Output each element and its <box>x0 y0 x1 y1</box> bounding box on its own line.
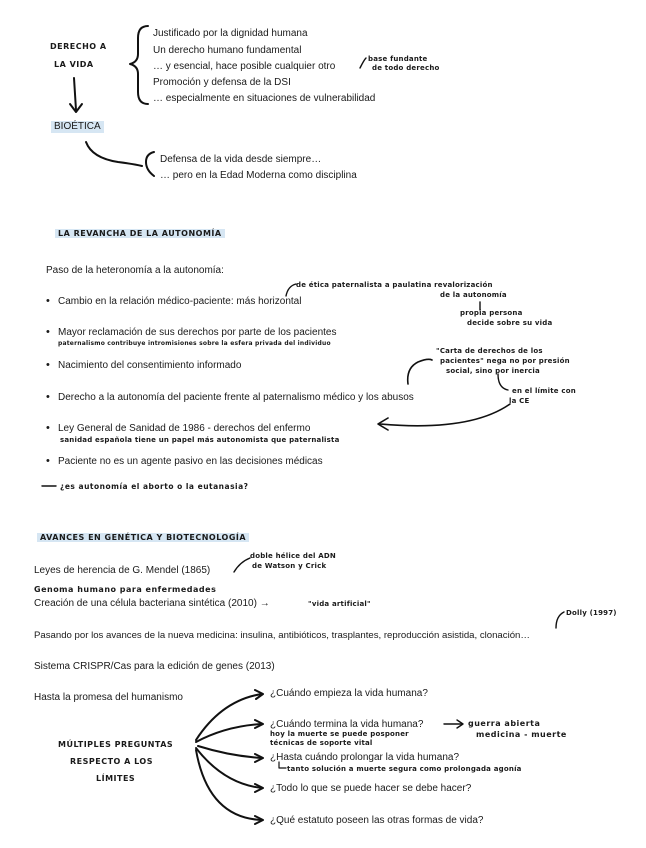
note-guerra-line2: medicina - muerte <box>476 730 567 739</box>
vida-artificial-note: "vida artificial" <box>308 600 371 608</box>
multiples-line1: MÚLTIPLES PREGUNTAS <box>58 740 174 749</box>
section-title-derecho-vida-line1: DERECHO A <box>50 42 107 51</box>
section-title-derecho-vida-line2: LA VIDA <box>54 60 94 69</box>
medicina-line: Pasando por los avances de la nueva medicina: insulina, antibióticos, trasplantes, reproducción asistida, clonación… <box>34 630 530 641</box>
note-carta-line3: social, sino por inercia <box>446 367 540 375</box>
multiples-line3: LÍMITES <box>96 774 136 783</box>
humanismo-line: Hasta la promesa del humanismo <box>34 692 183 703</box>
branch-q1 <box>196 694 262 740</box>
note-guerra-line1: guerra abierta <box>468 719 541 728</box>
vida-item-2: Un derecho humano fundamental <box>153 45 302 56</box>
note-limite-line2: la CE <box>509 397 530 405</box>
bullet-dot: • <box>46 455 50 467</box>
branch-q3 <box>198 746 262 758</box>
arrow-etica <box>286 284 296 296</box>
arrow-base-fundante <box>360 58 366 68</box>
question-5: ¿Qué estatuto poseen las otras formas de vida? <box>270 815 484 826</box>
vida-item-3: … y esencial, hace posible cualquier otro <box>153 61 336 72</box>
arrow-adn <box>234 558 250 572</box>
arrow-carta <box>408 359 432 384</box>
autonomia-intro: Paso de la heteronomía a la autonomía: <box>46 265 224 276</box>
bullet-dot: • <box>46 295 50 307</box>
arrow-dolly <box>556 612 564 628</box>
arrow-down-bioetica <box>74 78 76 110</box>
bullet-dot: • <box>46 422 50 434</box>
vida-item-5: … especialmente en situaciones de vulnerabilidad <box>153 93 376 104</box>
bullet-dot: • <box>46 391 50 403</box>
autonomia-bullet-1: Cambio en la relación médico-paciente: más horizontal <box>58 296 302 307</box>
bullet-dot: • <box>46 359 50 371</box>
brace-derecho-vida <box>130 26 148 104</box>
note-adn-line2: de Watson y Crick <box>252 562 327 570</box>
bioetica-label: BIOÉTICA <box>51 121 104 133</box>
bio-item-1: Defensa de la vida desde siempre… <box>160 154 322 165</box>
section-title-genetica: AVANCES EN GENÉTICA Y BIOTECNOLOGÍA <box>37 533 249 542</box>
autonomia-bullet-6: Paciente no es un agente pasivo en las decisiones médicas <box>58 456 323 467</box>
vida-item-4: Promoción y defensa de la DSI <box>153 77 291 88</box>
genoma-line: Genoma humano para enfermedades <box>34 585 217 594</box>
note-limite-line1: en el límite con <box>512 387 576 395</box>
note-etica-line2: de la autonomía <box>440 291 507 299</box>
section-title-autonomia: LA REVANCHA DE LA AUTONOMÍA <box>55 229 225 238</box>
note-hoy-line1: hoy la muerte se puede posponer <box>270 730 409 738</box>
brace-bioetica <box>86 142 154 176</box>
question-autonomia: ¿es autonomía el aborto o la eutanasia? <box>60 482 249 491</box>
note-adn-line1: doble hélice del ADN <box>250 552 336 560</box>
arrow-solucion <box>279 762 286 768</box>
crispr-line: Sistema CRISPR/Cas para la edición de genes (2013) <box>34 661 275 672</box>
note-carta-line1: "Carta de derechos de los <box>436 347 543 355</box>
note-carta-line2: pacientes" nega no por presión <box>440 357 570 365</box>
multiples-line2: RESPECTO A LOS <box>70 757 153 766</box>
note-propia-line2: decide sobre su vida <box>467 319 553 327</box>
autonomia-bullet-5: Ley General de Sanidad de 1986 - derechos del enfermo <box>58 423 311 434</box>
note-base-fundante-line2: de todo derecho <box>372 64 440 72</box>
note-sanidad: sanidad española tiene un papel más autonomista que paternalista <box>60 436 340 444</box>
autonomia-bullet-4: Derecho a la autonomía del paciente frente al paternalismo médico y los abusos <box>58 392 414 403</box>
mendel-line: Leyes de herencia de G. Mendel (1865) <box>34 565 211 576</box>
autonomia-bullet-3: Nacimiento del consentimiento informado <box>58 360 242 371</box>
bio-item-2: … pero en la Edad Moderna como disciplina <box>160 170 357 181</box>
note-base-fundante-line1: base fundante <box>368 55 428 63</box>
question-2: ¿Cuándo termina la vida humana? <box>270 719 424 730</box>
autonomia-bullet-2: Mayor reclamación de sus derechos por parte de los pacientes <box>58 327 337 338</box>
note-solucion: tanto solución a muerte segura como prolongada agonía <box>287 765 522 773</box>
question-3: ¿Hasta cuándo prolongar la vida humana? <box>270 752 460 763</box>
dolly-note: Dolly (1997) <box>566 609 617 617</box>
arrow-limite <box>498 374 508 390</box>
note-paternalismo: paternalismo contribuye intromisiones sobre la esfera privada del individuo <box>58 340 331 347</box>
bullet-dot: • <box>46 326 50 338</box>
note-hoy-line2: técnicas de soporte vital <box>270 739 373 747</box>
note-etica-line1: de ética paternalista a paulatina revalorización <box>296 281 493 289</box>
vida-item-1: Justificado por la dignidad humana <box>153 28 308 39</box>
arrow-ley-general <box>380 404 510 426</box>
question-1: ¿Cuándo empieza la vida humana? <box>270 688 428 699</box>
celula-line: Creación de una célula bacteriana sintética (2010) → <box>34 598 270 609</box>
note-propia-line1: propia persona <box>460 309 523 317</box>
question-4: ¿Todo lo que se puede hacer se debe hacer? <box>270 783 472 794</box>
